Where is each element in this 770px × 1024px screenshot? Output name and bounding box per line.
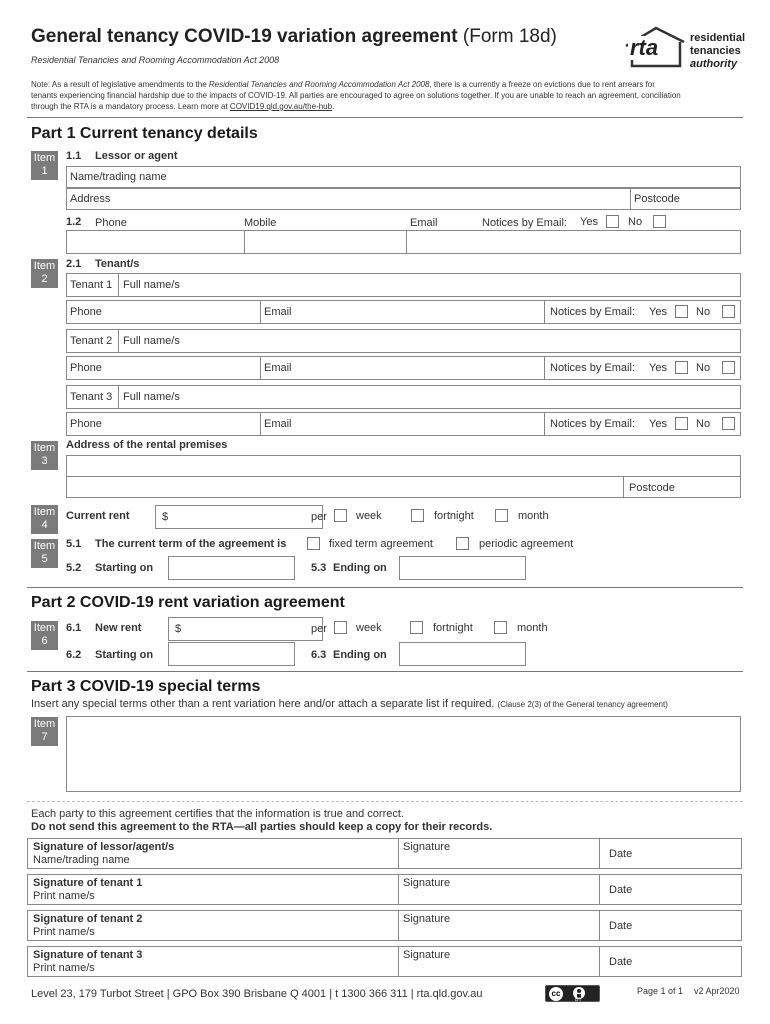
new-rent-label: New rent (95, 622, 142, 634)
footer-address: Level 23, 179 Turbot Street | GPO Box 390 Brisbane Q 4001 | t 1300 366 311 | rta.qld.gov.au (31, 988, 483, 1000)
section-5-2-number: 5.2 (66, 562, 82, 574)
tenant-2-signature-label: Signature (403, 913, 451, 925)
fixed-term-checkbox[interactable] (307, 537, 320, 550)
new-rent-fortnight-checkbox[interactable] (410, 621, 423, 634)
clause-reference: (Clause 2(3) of the General tenancy agreement) (497, 700, 668, 709)
tenant-1-name-label: Full name/s (123, 279, 180, 291)
lessor-notices-label: Notices by Email: (482, 217, 567, 229)
note-line-1 (31, 79, 751, 90)
new-rent-week-label: week (356, 622, 382, 634)
agreement-term-label: The current term of the agreement is (95, 538, 287, 550)
covid-hub-link[interactable]: COVID19.qld.gov.au/the-hub (229, 102, 333, 111)
tenant-2-name-label: Full name/s (123, 335, 180, 347)
lessor-notices-no-label: No (628, 216, 643, 228)
current-rent-amount-field[interactable] (155, 505, 323, 529)
tenant-1-date-label: Date (609, 884, 633, 896)
new-rent-per-label: per (311, 623, 327, 635)
lessor-mobile-field[interactable] (244, 230, 407, 254)
tenant-3-signature-label: Signature (403, 949, 451, 961)
current-rent-label: Current rent (66, 510, 130, 522)
current-rent-dollar-sign: $ (162, 511, 169, 523)
new-rent-dollar-sign: $ (175, 623, 182, 635)
instruction-text: Insert any special terms other than a rent variation here and/or attach a separate list if required. (31, 698, 495, 710)
tenant-3-signature-field[interactable] (398, 946, 600, 977)
tenant-3-notices-label: Notices by Email: (550, 418, 635, 430)
covid-note (31, 79, 751, 112)
tenant-1-notices-yes-label: Yes (649, 306, 667, 318)
tenant-2-signature-title: Signature of tenant 2 (33, 913, 143, 925)
form-title (31, 26, 557, 48)
tenant-1-phone-label: Phone (70, 306, 102, 318)
item-5-badge: Item 5 (31, 539, 58, 568)
tenant-1-notices-no-checkbox[interactable] (722, 305, 735, 318)
new-ending-on-field[interactable] (399, 642, 526, 666)
tenant-1-signature-field[interactable] (398, 874, 600, 905)
current-ending-on-label: Ending on (333, 562, 387, 574)
lessor-name-label: Name/trading name (70, 171, 167, 183)
rental-postcode-field[interactable] (623, 476, 741, 498)
certify-line-1: Each party to this agreement certifies that the information is true and correct. (31, 808, 404, 820)
lessor-date-field[interactable] (599, 838, 742, 869)
tenant-1-notices-yes-checkbox[interactable] (675, 305, 688, 318)
current-rent-month-checkbox[interactable] (495, 509, 508, 522)
item-4-badge: Item 4 (31, 505, 58, 534)
tenant-2-notices-cell (544, 356, 741, 380)
lessor-name-field[interactable] (66, 166, 741, 188)
new-rent-week-checkbox[interactable] (334, 621, 347, 634)
tenant-1-email-field[interactable] (260, 300, 545, 324)
new-starting-on-label: Starting on (95, 649, 154, 661)
divider (27, 117, 743, 118)
item-3-badge: Item 3 (31, 441, 58, 470)
special-terms-instruction (31, 698, 668, 710)
tenant-1-label-cell (66, 273, 119, 297)
part3-heading: Part 3 COVID-19 special terms (31, 678, 261, 695)
tenant-2-phone-label: Phone (70, 362, 102, 374)
note-text: . (332, 102, 335, 111)
item-6-badge: Item 6 (31, 621, 58, 650)
certify-line-2: Do not send this agreement to the RTA—all parties should keep a copy for their records. (31, 821, 493, 833)
tenant-1-phone-field[interactable] (66, 300, 261, 324)
rta-logo (622, 22, 746, 74)
note-text: through the RTA is a mandatory process. Learn more at (31, 102, 230, 111)
logo-line-2: tenancies (690, 45, 741, 57)
rental-address-line-1-field[interactable] (66, 455, 741, 477)
note-line-3 (31, 101, 751, 112)
tenant-2-notices-yes-checkbox[interactable] (675, 361, 688, 374)
tenant-2-label: Tenant 2 (70, 335, 113, 347)
tenant-1-name-field[interactable] (118, 273, 741, 297)
cc-icon: cc (549, 987, 563, 1001)
note-text: , there is a currently a freeze on evictions due to rent arrears for (429, 80, 655, 89)
lessor-mobile-label: Mobile (244, 217, 277, 229)
current-starting-on-label: Starting on (95, 562, 154, 574)
current-rent-week-checkbox[interactable] (334, 509, 347, 522)
tenant-1-date-field[interactable] (599, 874, 742, 905)
tenant-3-phone-field[interactable] (66, 412, 261, 436)
tenant-3-name-field[interactable] (118, 385, 741, 409)
logo-line-3: authority (690, 58, 738, 70)
rental-address-label: Address of the rental premises (66, 439, 228, 451)
lessor-signature-title: Signature of lessor/agent/s (33, 841, 175, 853)
tenant-2-name-field[interactable] (118, 329, 741, 353)
note-text: Note: As a result of legislative amendments to the (31, 80, 209, 89)
tenant-3-name-label: Full name/s (123, 391, 180, 403)
lessor-address-label: Address (70, 193, 111, 205)
form-number: (Form 18d) (462, 26, 557, 47)
current-ending-on-field[interactable] (399, 556, 526, 580)
logo-text: rta (630, 35, 659, 60)
tenant-2-email-field[interactable] (260, 356, 545, 380)
tenant-2-label-cell (66, 329, 119, 353)
new-rent-month-checkbox[interactable] (494, 621, 507, 634)
periodic-checkbox[interactable] (456, 537, 469, 550)
section-2-1-label: Tenant/s (95, 258, 140, 270)
tenant-3-notices-no-checkbox[interactable] (722, 417, 735, 430)
tenant-2-notices-yes-label: Yes (649, 362, 667, 374)
lessor-email-label: Email (410, 217, 438, 229)
lessor-notices-yes-label: Yes (580, 216, 598, 228)
tenant-3-label: Tenant 3 (70, 391, 113, 403)
tenant-1-notices-no-label: No (696, 306, 711, 318)
section-6-2-number: 6.2 (66, 649, 82, 661)
divider (27, 671, 743, 672)
rental-address-line-2-field[interactable] (66, 476, 624, 498)
lessor-signature-field[interactable] (398, 838, 600, 869)
current-rent-fortnight-label: fortnight (434, 510, 474, 522)
dashed-divider (27, 801, 743, 802)
lessor-phone-field[interactable] (66, 230, 245, 254)
tenant-3-notices-cell (544, 412, 741, 436)
tenant-2-date-label: Date (609, 920, 633, 932)
current-rent-per-label: per (311, 511, 327, 523)
lessor-date-label: Date (609, 848, 633, 860)
logo-line-1: residential (690, 32, 746, 44)
note-act-name: Residential Tenancies and Rooming Accommodation Act 2008 (208, 80, 430, 89)
item-2-badge: Item 2 (31, 259, 58, 288)
lessor-name-label: Name/trading name (33, 854, 130, 866)
new-rent-fortnight-label: fortnight (433, 622, 473, 634)
item-7-badge: Item 7 (31, 717, 58, 746)
cc-by-license-badge (545, 985, 600, 1002)
lessor-notices-yes-checkbox[interactable] (606, 215, 619, 228)
tenant-3-signature-title: Signature of tenant 3 (33, 949, 143, 961)
special-terms-field[interactable] (66, 716, 741, 792)
tenant-3-date-label: Date (609, 956, 633, 968)
note-line-2: tenants experiencing financial hardship due to the impacts of COVID-19. All parties are encouraged to agree on solutions together. If you are unable to reach an agreement, conciliation (31, 91, 681, 100)
current-rent-month-label: month (518, 510, 549, 522)
tenant-3-notices-yes-label: Yes (649, 418, 667, 430)
tenant-3-notices-no-label: No (696, 418, 711, 430)
tenant-1-notices-label: Notices by Email: (550, 306, 635, 318)
current-starting-on-field[interactable] (168, 556, 295, 580)
tenant-3-email-field[interactable] (260, 412, 545, 436)
divider (27, 587, 743, 588)
tenant-3-notices-yes-checkbox[interactable] (675, 417, 688, 430)
tenant-3-phone-label: Phone (70, 418, 102, 430)
act-name: Residential Tenancies and Rooming Accommodation Act 2008 (31, 55, 280, 65)
tenant-2-email-label: Email (264, 362, 292, 374)
tenant-2-print-name-label: Print name/s (33, 926, 95, 938)
new-rent-amount-field[interactable] (168, 617, 323, 641)
page-number: Page 1 of 1 (637, 986, 684, 996)
new-rent-month-label: month (517, 622, 548, 634)
tenant-2-phone-field[interactable] (66, 356, 261, 380)
new-starting-on-field[interactable] (168, 642, 295, 666)
section-1-2-number: 1.2 (66, 216, 82, 228)
lessor-signature-label: Signature (403, 841, 451, 853)
tenant-3-print-name-label: Print name/s (33, 962, 95, 974)
current-rent-week-label: week (356, 510, 382, 522)
tenant-2-signature-field[interactable] (398, 910, 600, 941)
section-5-1-number: 5.1 (66, 538, 82, 550)
section-1-1-number: 1.1 (66, 150, 82, 162)
tenant-1-signature-label: Signature (403, 877, 451, 889)
form-version: v2 Apr2020 (694, 986, 740, 996)
lessor-postcode-label: Postcode (634, 193, 680, 205)
fixed-term-label: fixed term agreement (329, 538, 433, 550)
part2-heading: Part 2 COVID-19 rent variation agreement (31, 594, 345, 611)
section-5-3-number: 5.3 (311, 562, 327, 574)
lessor-notices-no-checkbox[interactable] (653, 215, 666, 228)
title-text: General tenancy COVID-19 variation agreement (31, 26, 458, 47)
section-1-1-label: Lessor or agent (95, 150, 178, 162)
lessor-address-field[interactable] (66, 188, 631, 210)
section-6-1-number: 6.1 (66, 622, 82, 634)
by-label: BY (575, 997, 582, 1003)
section-2-1-number: 2.1 (66, 258, 82, 270)
rental-postcode-label: Postcode (629, 482, 675, 494)
tenant-1-label: Tenant 1 (70, 279, 113, 291)
tenant-3-email-label: Email (264, 418, 292, 430)
tenant-2-date-field[interactable] (599, 910, 742, 941)
tenant-2-notices-no-checkbox[interactable] (722, 361, 735, 374)
tenant-3-label-cell (66, 385, 119, 409)
tenant-2-notices-label: Notices by Email: (550, 362, 635, 374)
tenant-3-date-field[interactable] (599, 946, 742, 977)
item-1-badge: Item 1 (31, 151, 58, 180)
new-ending-on-label: Ending on (333, 649, 387, 661)
lessor-postcode-field[interactable] (630, 188, 741, 210)
tenant-2-notices-no-label: No (696, 362, 711, 374)
lessor-phone-label: Phone (95, 217, 127, 229)
part1-heading: Part 1 Current tenancy details (31, 125, 258, 142)
current-rent-fortnight-checkbox[interactable] (411, 509, 424, 522)
lessor-email-field[interactable] (406, 230, 741, 254)
tenant-1-email-label: Email (264, 306, 292, 318)
section-6-3-number: 6.3 (311, 649, 327, 661)
tenant-1-print-name-label: Print name/s (33, 890, 95, 902)
tenant-1-signature-title: Signature of tenant 1 (33, 877, 143, 889)
periodic-label: periodic agreement (479, 538, 574, 550)
tenant-1-notices-cell (544, 300, 741, 324)
